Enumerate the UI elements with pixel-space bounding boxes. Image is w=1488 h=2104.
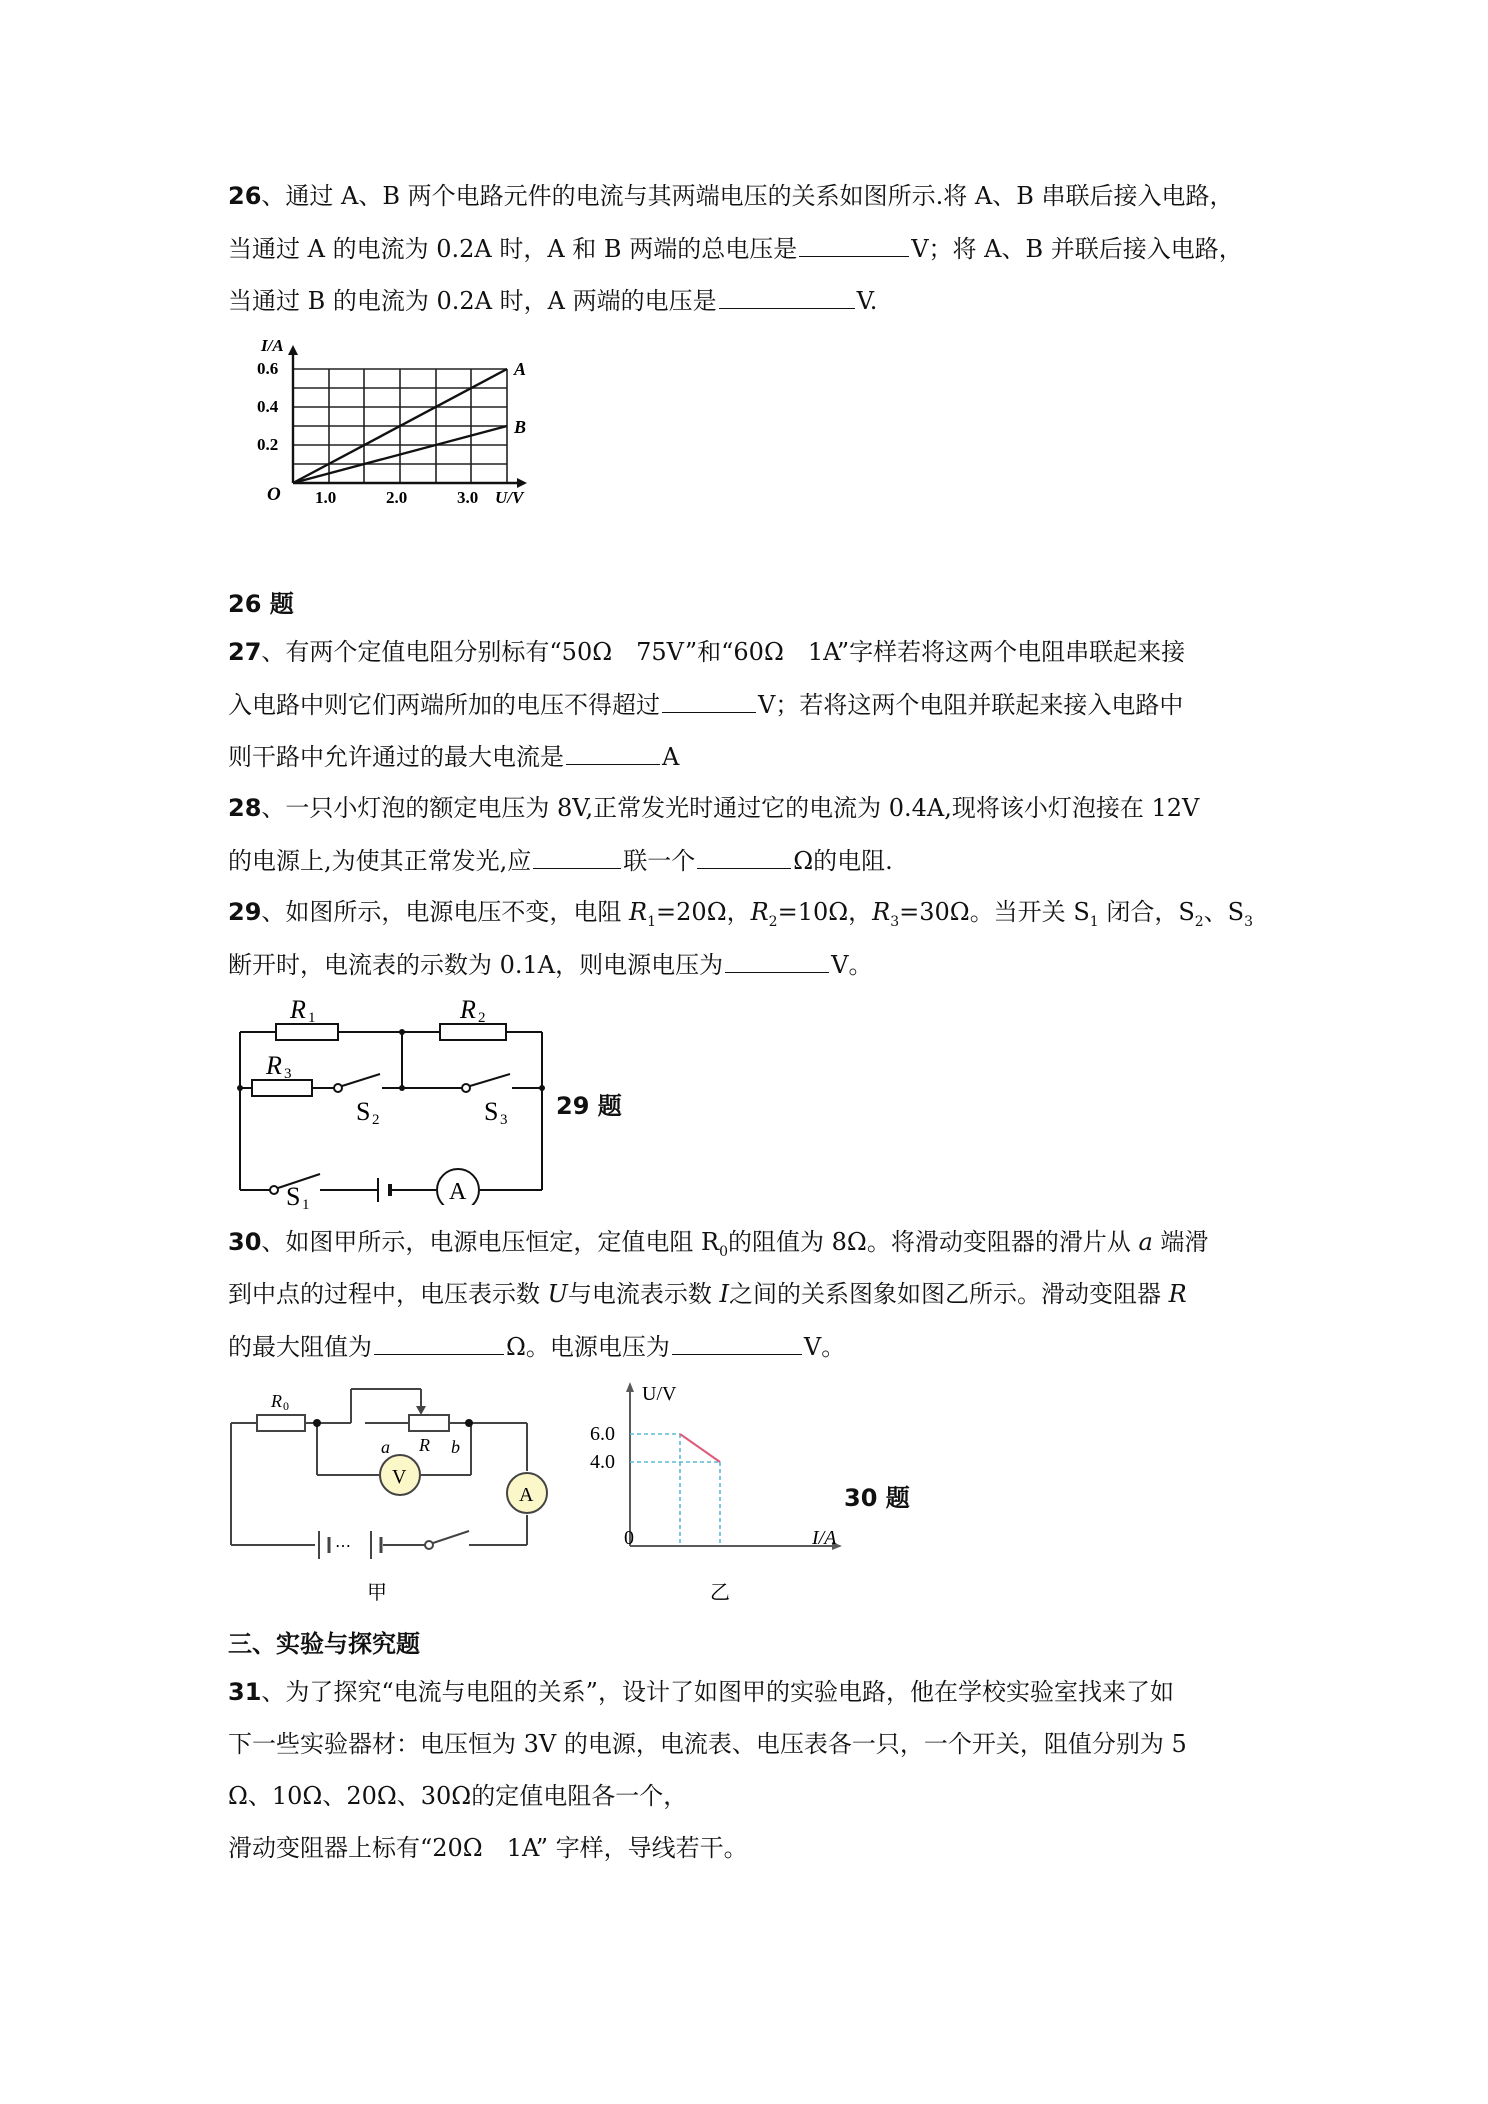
q27-text3b: A: [662, 743, 680, 771]
q26-line3: [228, 284, 877, 317]
q29-blank1[interactable]: [725, 948, 829, 973]
q28-text1: 、一只小灯泡的额定电压为 8V,正常发光时通过它的电流为 0.4A,现将该小灯泡接在 12V: [261, 794, 1200, 822]
q30-u: U: [547, 1280, 568, 1308]
q29-text1a: 、如图所示，电源电压不变，电阻: [261, 898, 630, 926]
q29-label-s3-sub: 3: [500, 1112, 508, 1128]
q26-text2b: V；将 A、B 并联后接入电路，: [911, 235, 1243, 263]
q30-r0-resistor: [257, 1415, 305, 1431]
q30-y-arrow: [626, 1382, 634, 1392]
q28-blank1[interactable]: [533, 844, 621, 869]
q30-rheostat: [409, 1415, 449, 1431]
q26-label-b: B: [514, 417, 527, 437]
q31-line4: [228, 1832, 748, 1864]
q31-text3: Ω、10Ω、20Ω、30Ω的定值电阻各一个，: [228, 1782, 688, 1810]
q31-text2: 下一些实验器材：电压恒为 3V 的电源，电流表、电压表各一只，一个开关，阻值分别为 5: [228, 1730, 1187, 1758]
q30-ytick-4: 4.0: [590, 1451, 615, 1473]
q28-number: 28: [228, 794, 262, 822]
q26-iu-graph: [255, 335, 595, 515]
q26-ytick: 0.2: [257, 435, 279, 454]
q29-number: 29: [228, 898, 262, 926]
q30-text1c: 端滑: [1152, 1228, 1209, 1256]
q30-battery-dots: ⋯: [335, 1538, 351, 1555]
q30-a: a: [1138, 1228, 1153, 1256]
q31-text4: 滑动变阻器上标有“20Ω 1A” 字样，导线若干。: [228, 1834, 748, 1862]
q29-node: [399, 1029, 405, 1035]
q30-line2: [228, 1278, 1187, 1310]
q26-graph-group: [257, 336, 527, 507]
q30-ylabel: U/V: [642, 1383, 677, 1405]
q29-s1-contact: [270, 1186, 278, 1194]
q29-label-r1: R: [290, 995, 306, 1024]
q26-xtick: 1.0: [315, 488, 337, 507]
q27-text1: 、有两个定值电阻分别标有“50Ω 75V”和“60Ω 1A”字样若将这两个电阻串联起来接: [261, 638, 1186, 666]
q26-xlabel: U/V: [495, 488, 524, 507]
q27-text2a: 入电路中则它们两端所加的电压不得超过: [228, 691, 660, 719]
q29-label-s3: S: [484, 1097, 499, 1126]
q30-r0-sub: 0: [719, 1243, 729, 1260]
q29-r1-sub: 1: [647, 913, 657, 930]
q26-xtick: 3.0: [457, 488, 479, 507]
q29-line2: [228, 948, 872, 981]
q30-origin: 0: [624, 1527, 634, 1549]
q30-node: [465, 1419, 473, 1427]
q30-text2c: 之间的关系图象如图乙所示。滑动变阻器: [729, 1280, 1169, 1308]
q29-r3-sub: 3: [890, 913, 900, 930]
q29-label-s2: S: [356, 1097, 371, 1126]
q26-number: 26: [228, 182, 262, 210]
q29-r3-resistor: [252, 1080, 312, 1096]
q29-r2: R: [750, 898, 769, 926]
q30-text2b: 与电流表示数: [567, 1280, 720, 1308]
q29-line1: [228, 896, 1253, 938]
q27-number: 27: [228, 638, 262, 666]
q29-s3-sub: 3: [1244, 913, 1254, 930]
q30-xlabel: I/A: [812, 1527, 837, 1549]
q26-xtick: 2.0: [386, 488, 408, 507]
q29-node: [539, 1085, 545, 1091]
q30-number: 30: [228, 1228, 262, 1256]
q29-caption: 29 题: [556, 1092, 622, 1120]
q26-text2a: 当通过 A 的电流为 0.2A 时，A 和 B 两端的总电压是: [228, 235, 798, 263]
q30-line1: [228, 1226, 1208, 1268]
q30-switch-contact: [425, 1541, 433, 1549]
q29-s2-contact: [334, 1084, 342, 1092]
q29-wires: [240, 1032, 608, 1190]
q29-text2a: 断开时，电流表的示数为 0.1A，则电源电压为: [228, 951, 724, 979]
q30-text3a: 的最大阻值为: [228, 1333, 372, 1361]
q30-text1b: 的阻值为 8Ω。将滑动变阻器的滑片从: [728, 1228, 1139, 1256]
q29-label-s2-sub: 2: [372, 1112, 380, 1128]
q27-line1: [228, 636, 1185, 668]
q26-text1: 、通过 A、B 两个电路元件的电流与其两端电压的关系如图所示.将 A、B 串联后接入电路，: [261, 182, 1234, 210]
q27-text2b: V；若将这两个电阻并联起来接入电路中: [758, 691, 1184, 719]
q30-ui-line: [680, 1434, 720, 1462]
q28-line1: [228, 792, 1199, 824]
q27-blank1[interactable]: [662, 688, 756, 713]
q30-text3c: V。: [803, 1333, 846, 1361]
q30-i: I: [719, 1280, 729, 1308]
q26-line2: [228, 232, 1243, 265]
q30-ytick-6: 6.0: [590, 1423, 615, 1445]
q29-s2-blade: [342, 1074, 380, 1086]
q30-circuit-jia: [225, 1375, 555, 1605]
q30-label-r0-sub: 0: [283, 1399, 289, 1413]
q30-graph-yi: [590, 1378, 850, 1603]
q29-r1: R: [629, 898, 648, 926]
q30-label-a: a: [381, 1437, 390, 1457]
q30-fig-jia-label: 甲: [367, 1582, 387, 1604]
q29-label-r3-sub: 3: [284, 1066, 292, 1082]
q29-r3: R: [872, 898, 891, 926]
q29-ammeter-label: A: [449, 1179, 467, 1205]
q29-r1-resistor: [276, 1024, 338, 1040]
q29-label-s1: S: [286, 1182, 301, 1211]
q31-line1: [228, 1676, 1174, 1708]
q28-text2c: Ω的电阻.: [793, 847, 893, 875]
q29-node: [399, 1085, 405, 1091]
q29-text1d: =30Ω。当开关 S: [899, 898, 1090, 926]
q30-label-b: b: [451, 1437, 460, 1457]
q29-r2-sub: 2: [768, 913, 778, 930]
q29-s3-contact: [462, 1084, 470, 1092]
q29-text2b: V。: [831, 951, 873, 979]
q30-line3: [228, 1330, 845, 1363]
q28-line2: [228, 844, 893, 877]
q29-text1e: 闭合，S: [1098, 898, 1195, 926]
q30-text2a: 到中点的过程中，电压表示数: [228, 1280, 548, 1308]
q26-x-arrow: [517, 478, 527, 488]
q30-fig-yi-label: 乙: [710, 1582, 730, 1603]
q29-text1b: =20Ω，: [656, 898, 751, 926]
q30-caption: 30 题: [844, 1484, 910, 1512]
q26-text3a: 当通过 B 的电流为 0.2A 时，A 两端的电压是: [228, 287, 717, 315]
q31-line2: [228, 1728, 1187, 1760]
q29-label-r2-sub: 2: [478, 1010, 486, 1026]
q30-r: R: [1168, 1280, 1187, 1308]
q30-voltmeter-label: V: [392, 1466, 407, 1488]
q30-blank1[interactable]: [374, 1330, 504, 1355]
q26-line1: [228, 180, 1234, 212]
q30-label-r: R: [419, 1435, 430, 1455]
q30-text1a: 、如图甲所示，电源电压恒定，定值电阻 R: [261, 1228, 720, 1256]
q29-s1-sub: 1: [1089, 913, 1099, 930]
q29-label-r2: R: [460, 995, 476, 1024]
q30-text3b: Ω。电源电压为: [506, 1333, 670, 1361]
q29-s2-sub: 2: [1194, 913, 1204, 930]
q26-ylabel: I/A: [261, 336, 284, 355]
q29-text1f: 、S: [1203, 898, 1245, 926]
q27-text3a: 则干路中允许通过的最大电流是: [228, 743, 564, 771]
q30-ammeter-label: A: [519, 1484, 534, 1506]
q26-ytick: 0.6: [257, 359, 279, 378]
q30-label-r0: R: [271, 1391, 282, 1411]
q27-line2: [228, 688, 1183, 721]
q28-text2b: 联一个: [623, 847, 696, 875]
q26-caption: 26 题: [228, 590, 294, 618]
q26-ytick: 0.4: [257, 397, 279, 416]
q26-text3b: V.: [856, 287, 878, 315]
q29-s1-label: [278, 1175, 338, 1215]
section3-title: 三、实验与探究题: [228, 1630, 420, 1658]
q26-blank1[interactable]: [799, 232, 909, 257]
q30-dashed-guides: [630, 1434, 720, 1546]
q28-blank2[interactable]: [697, 844, 791, 869]
q28-text2a: 的电源上,为使其正常发光,应: [228, 847, 532, 875]
q26-y-arrow: [288, 345, 298, 355]
q26-blank2[interactable]: [719, 284, 855, 309]
q29-label-r3: R: [266, 1051, 282, 1080]
q29-label-r1-sub: 1: [308, 1010, 316, 1026]
q31-text1: 、为了探究“电流与电阻的关系”，设计了如图甲的实验电路，他在学校实验室找来了如: [261, 1678, 1174, 1706]
q29-label-s1-sub: 1: [302, 1197, 310, 1213]
q31-line3: [228, 1780, 687, 1812]
q27-blank2[interactable]: [566, 740, 660, 765]
q29-s3-blade: [470, 1074, 510, 1086]
q30-node: [313, 1419, 321, 1427]
q27-line3: [228, 740, 679, 773]
q29-r2-resistor: [440, 1024, 506, 1040]
q30-slider-arrow: [416, 1406, 426, 1415]
q29-node: [237, 1085, 243, 1091]
q26-origin: O: [267, 484, 281, 505]
q29-text1c: =10Ω，: [777, 898, 873, 926]
q26-label-a: A: [514, 359, 527, 379]
q30-switch-blade: [433, 1531, 469, 1543]
q30-blank2[interactable]: [672, 1330, 802, 1355]
q31-number: 31: [228, 1678, 262, 1706]
